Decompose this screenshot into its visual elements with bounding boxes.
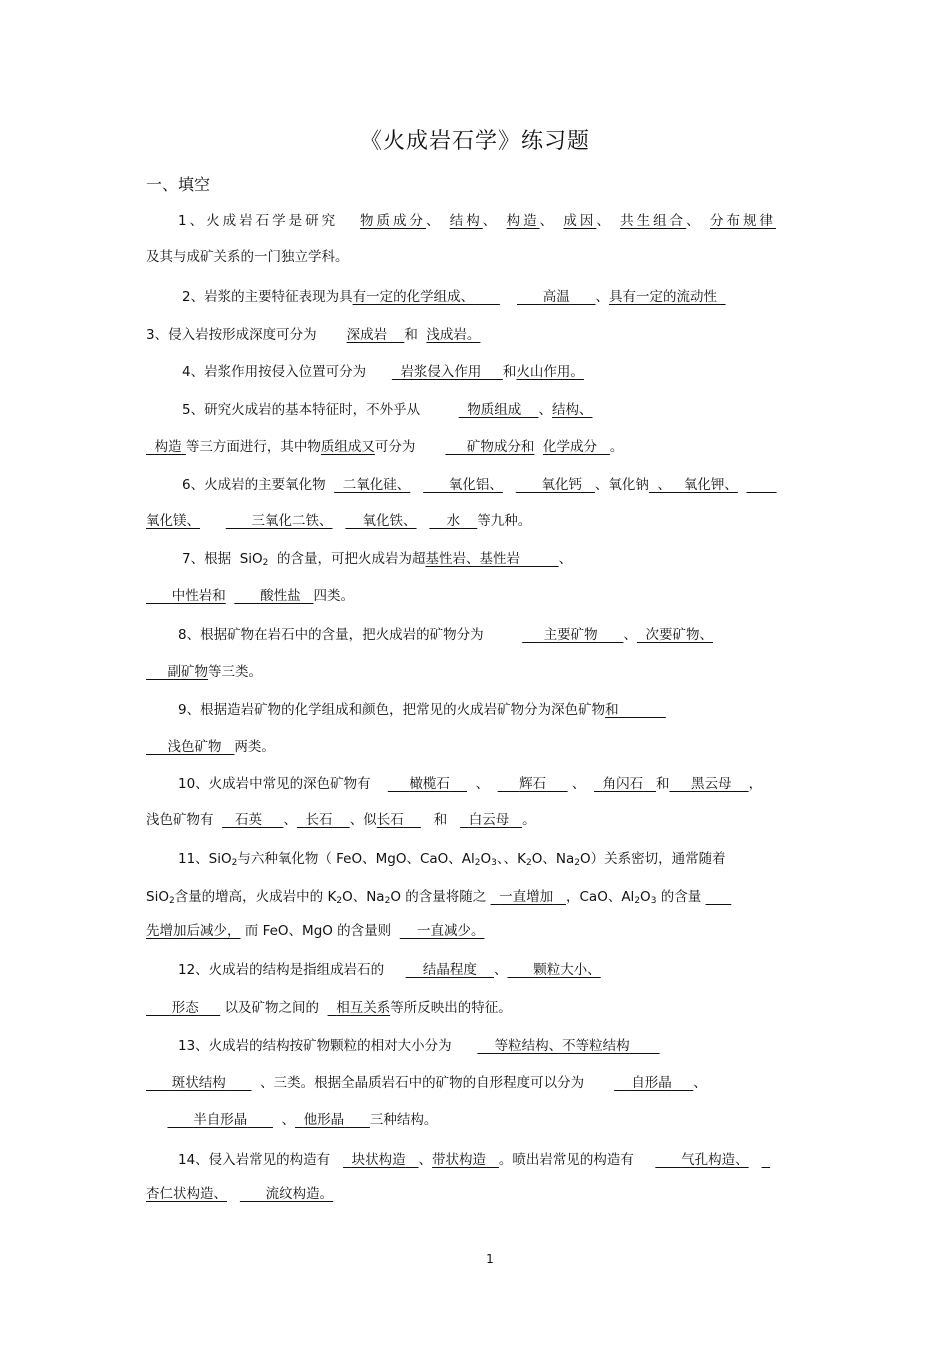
answer: 他形晶 [303, 1112, 345, 1128]
answer: 主要矿物 [543, 627, 598, 643]
question-12: 12、火成岩的结构是指组成岩石的 结晶程度 、 颗粒大小、 [178, 962, 601, 978]
answer: 次要矿物、 [645, 627, 714, 643]
answer: 结构、 [551, 402, 593, 418]
answer: 不等粒结构 [562, 1038, 630, 1054]
section-heading: 一、填空 [146, 175, 211, 194]
answer: 氧化钙 [541, 477, 583, 493]
answer: 自形晶 [631, 1075, 672, 1091]
question-1-cont: 及其与成矿关系的一门独立学科。 [146, 249, 349, 265]
answer: 气孔构造、 [681, 1152, 749, 1168]
answer: 共生组合 [620, 213, 687, 229]
question-12-cont: 形态 以及矿物之间的 相互关系等所反映出的特征。 [171, 1000, 512, 1016]
answer: 白云母 [468, 812, 510, 828]
answer: 高温 [542, 289, 570, 305]
question-3: 3、侵入岩按形成深度可分为 深成岩 和 浅成岩。 [146, 327, 481, 343]
answer: 副矿物 [167, 664, 208, 680]
answer: 和 [605, 702, 619, 718]
answer: 颗粒大小、 [533, 962, 601, 978]
answer: 深成岩 [346, 327, 388, 343]
question-9-cont: 浅色矿物 两类。 [167, 739, 275, 755]
answer: 先增加后减少， [146, 923, 241, 939]
answer: 氧化铁、 [362, 513, 417, 529]
answer: 块状构造 [351, 1152, 406, 1168]
answer: 浅成岩。 [426, 327, 481, 343]
question-1: 1、火成岩石学是研究 物质成分、 结构、 构造、 成因、 共生组合、 分布规律 [178, 213, 776, 229]
answer: 流纹构造。 [265, 1186, 334, 1202]
answer: 氧化铝、 [448, 477, 503, 493]
answer: 带状构造 [432, 1152, 487, 1168]
answer: 相互关系 [336, 1000, 391, 1016]
answer: 半自形晶 [193, 1112, 248, 1128]
answer: 一直减少。 [416, 923, 485, 939]
answer: 结晶程度 [422, 962, 477, 978]
page-number: 1 [486, 1252, 494, 1266]
answer: 橄榄石 [409, 776, 450, 792]
answer: 酸性盐 [260, 588, 301, 604]
answer: 角闪石 [602, 776, 644, 792]
answer: 、 [657, 477, 671, 493]
question-5: 5、研究火成岩的基本特征时，不外乎从 物质组成 、结构、 [182, 402, 593, 418]
answer: 有一定的化学组成、 [352, 289, 475, 305]
answer: 斑状结构 [171, 1075, 226, 1091]
answer: 等粒结构、 [494, 1038, 563, 1054]
answer: 质组成又 [320, 439, 375, 455]
question-14: 14、侵入岩常见的构造有 块状构造 、带状构造 。喷出岩常见的构造有 气孔构造、 [178, 1152, 749, 1168]
question-7: 7、根据 SiO$_2$ 的含量，可把火成岩为超基性岩、基性岩 、 [182, 551, 573, 568]
question-5-cont: 构造 等三方面进行，其中物质组成又可分为 矿物成分和 化学成分 。 [154, 439, 624, 455]
answer: 氧化钾、 [683, 477, 738, 493]
answer: 中性岩和 [171, 588, 226, 604]
question-4: 4、岩浆作用按侵入位置可分为 岩浆侵入作用 和火山作用。 [182, 364, 584, 380]
answer: 长石 [305, 812, 333, 828]
answer: 矿物成分和 [466, 439, 535, 455]
answer: 成因 [563, 213, 597, 229]
answer: 水 [446, 513, 461, 529]
answer: 物质成分 [359, 213, 426, 229]
answer: 化学成分 [543, 439, 597, 455]
answer: 形态 [171, 1000, 199, 1016]
question-8-cont: 副矿物等三类。 [167, 664, 262, 680]
question-10: 10、火成岩中常见的深色矿物有 橄榄石 、 辉石 、 角闪石 和 黑云母 ， [178, 776, 763, 792]
answer: 石英 [234, 812, 262, 828]
answer: 构造 [506, 213, 540, 229]
answer: 杏仁状构造、 [146, 1186, 227, 1202]
question-13: 13、火成岩的结构按矿物颗粒的相对大小分为 等粒结构、不等粒结构 [178, 1038, 630, 1054]
answer: 岩浆侵入作用 [400, 364, 482, 380]
question-2: 2、岩浆的主要特征表现为具有一定的化学组成、 高温 、具有一定的流动性 [182, 289, 718, 305]
answer: 二氧化硅、 [342, 477, 411, 493]
answer: 分布规律 [709, 213, 776, 229]
answer: 辉石 [519, 776, 547, 792]
question-11-cont2: 先增加后减少， 而 FeO、MgO 的含量则 一直减少。 [146, 923, 485, 939]
answer: 氧化镁、 [146, 513, 200, 529]
answer: 基性岩、基性岩 [425, 551, 520, 567]
question-6: 6、火成岩的主要氧化物 二氧化硅、 氧化铝、 氧化钙 、氧化钠 、 氧化钾、 [182, 477, 738, 493]
page-title: 《火成岩石学》练习题 [359, 129, 590, 154]
answer: 一直增加 [499, 889, 554, 905]
question-14-cont [146, 1184, 333, 1204]
question-8: 8、根据矿物在岩石中的含量，把火成岩的矿物分为 主要矿物 、 次要矿物、 [178, 627, 714, 643]
question-11-cont: SiO$_2$含量的增高，火成岩中的 $K_2O$、$Na_2O$ 的含量将随之 一直增加 ，CaO、$Al_2O_3$ 的含量 [146, 889, 702, 906]
question-10-cont: 浅色矿物有 石英 、 长石 、似长石 和 白云母 。 [146, 812, 536, 828]
question-13-cont: 斑状结构 、三类。根据全晶质岩石中的矿物的自形程度可以分为 自形晶 、 [171, 1075, 707, 1091]
answer: 物质组成 [467, 402, 522, 418]
answer: 长石 [376, 812, 404, 828]
answer: 构造 [154, 439, 182, 455]
question-9: 9、根据造岩矿物的化学组成和颜色，把常见的火成岩矿物分为深色矿物和 [178, 702, 619, 718]
answer: 具有一定的流动性 [609, 289, 718, 305]
question-6-cont: 氧化镁、 三氧化二铁、 氧化铁、 水 等九种。 [146, 513, 532, 529]
answer: 黑云母 [690, 776, 732, 792]
answer: 火山作用。 [516, 364, 584, 380]
question-7-cont: 中性岩和 酸性盐 四类。 [171, 588, 354, 604]
answer: 三氧化二铁、 [251, 513, 333, 529]
question-13-cont2: 半自形晶 、 他形晶 三种结构。 [193, 1112, 438, 1128]
question-11: 11、SiO$_2$与六种氧化物（ FeO、MgO、CaO、$Al_2O_3$、、$K_2O$、$Na_2O$）关系密切，通常随着 [178, 851, 726, 868]
answer: 浅色矿物 [167, 739, 222, 755]
answer: 结构 [449, 213, 483, 229]
